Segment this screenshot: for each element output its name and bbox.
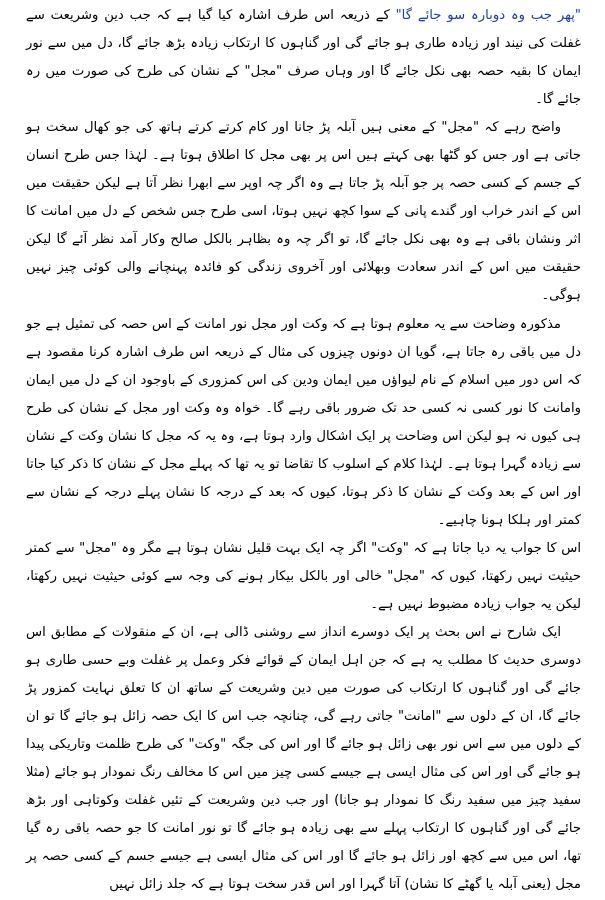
- paragraph-1: [26, 2, 581, 114]
- paragraph-text: اس کا جواب یہ دیا جاتا ہے کہ "وکت" اگر چہ ایک بہت قلیل نشان ہوتا ہے مگر وہ "مجل" سے کمتر حیثیت نہیں رکھتا، کیوں کہ "مجل" خالی اور بالکل بیکار ہونے کی وجہ سے کوئی حیثیت نہیں رکھتا، لیکن یہ جواب زیادہ مضبوط نہیں ہے۔: [26, 540, 581, 612]
- highlighted-quote: "پھر جب وہ دوبارہ سو جائے گا": [395, 8, 581, 23]
- paragraph-4: [26, 535, 581, 619]
- paragraph-5: [26, 619, 581, 899]
- paragraph-2: [26, 114, 581, 310]
- paragraph-text: کے ذریعہ اس طرف اشارہ کیا گیا ہے کہ جب دین وشریعت سے غفلت کی نیند اور زیادہ طاری ہو جائے گی اور گناہوں کا ارتکاب زیادہ بڑھ جائے گا، دل میں سے نور ایمان کا بقیہ حصہ بھی نکل جائے گا اور وہاں صرف "مجل" کے نشان کی طرح کی صورت میں رہ جائے گا۔: [26, 8, 581, 108]
- paragraph-text: مذکورہ وضاحت سے یہ معلوم ہوتا ہے کہ وکت اور مجل نور امانت کے اس حصہ کی تمثیل ہے جو دل میں باقی رہ جاتا ہے، گویا ان دونوں چیزوں کی مثال کے ذریعہ اس طرف اشارہ کرنا مقصود ہے کہ اس دور میں اسلام کے نام لیواؤں میں ایمان ودین کی اس کمزوری کے باوجود ان کے دل میں ایمان وامانت کا نور کسی نہ کسی حد تک ضرور باقی رہے گا۔ خواہ وہ وکت اور مجل کے نشان کی طرح ہی کیوں نہ ہو لیکن اس وضاحت پر ایک اشکال وارد ہوتا ہے، وہ یہ کہ مجل کا نشان وکت کے نشان سے زیادہ گہرا ہوتا ہے۔ لہٰذا کلام کے اسلوب کا تقاضا تو یہ تھا کہ پہلے مجل کے نشان کا ذکر کیا جاتا اور اس کے بعد وکت کے نشان کا ذکر ہوتا، کیوں کہ بعد کے درجہ کا نشان پہلے درجہ کے نشان سے کمتر اور ہلکا ہونا چاہیے۔: [26, 316, 581, 528]
- paragraph-text: ایک شارح نے اس بحث پر ایک دوسرے انداز سے روشنی ڈالی ہے، ان کے منقولات کے مطابق اس دوسری حدیث کا مطلب یہ ہے کہ جن اہل ایمان کے قوائے فکر وعمل پر غفلت وبے حسی طاری ہو جائے گی اور گناہوں کا ارتکاب کی صورت میں دین وشریعت کے ساتھ ان کا تعلق نہایت کمزور پڑ جائے گا، ان کے دلوں سے "امانت" جاتی رہے گی، چنانچہ جب اس کا ایک حصہ زائل ہو جائے گا تو ان کے دلوں میں سے اس نور بھی زائل ہو جائے گا اور اس کی جگہ "وکت" کی طرح ظلمت وتاریکی پیدا ہو جائے گی اور اس کی مثال ایسی ہے جیسے کسی چیز میں اس کا مخالف رنگ نمودار ہو جائے (مثلا سفید چیز میں سفید رنگ کا نمودار ہو جانا) اور جب دین وشریعت کے تئیں غفلت وکوتاہی اور بڑھ جائے گی اور گناہوں کا ارتکاب پہلے سے بھی زیادہ ہو جائے گا تو نور امانت کا جو حصہ باقی رہ گیا تھا، اس میں سے کچھ اور زائل ہو جائے گا اور اس کی مثال ایسی ہے جیسے جسم کے کسی حصہ پر مجل (یعنی آبلہ یا گھٹے کا نشان) آتا گہرا اور اس قدر سخت ہوتا ہے کہ جلد زائل نہیں: [26, 625, 581, 893]
- paragraph-text: واضح رہے کہ "مجل" کے معنی ہیں آبلہ پڑ جانا اور کام کرتے کرتے ہاتھ کی جو کھال سخت ہو جاتی ہے اور جس کو گٹھا بھی کہتے ہیں اس پر بھی مجل کا اطلاق ہوتا ہے۔ لہٰذا جس طرح انسان کے جسم کے کسی حصہ پر جو آبلہ پڑ جاتا ہے وہ اگر چہ اوپر سے ابھرا نظر آتا ہے لیکن حقیقت میں اس کے اندر خراب اور گندے پانی کے سوا کچھ نہیں ہوتا، اسی طرح جس شخص کے دل میں امانت کا اثر ونشان باقی ہے وہ بھی نکل جائے گا، تو اگر چہ وہ بظاہر بالکل صالح وکار آمد نظر آئے گا لیکن حقیقت میں اس کے اندر سعادت وبھلائی اور آخروی زندگی کو فائدہ پہنچانے والی کوئی چیز نہیں ہوگی۔: [26, 120, 581, 304]
- paragraph-3: [26, 311, 581, 535]
